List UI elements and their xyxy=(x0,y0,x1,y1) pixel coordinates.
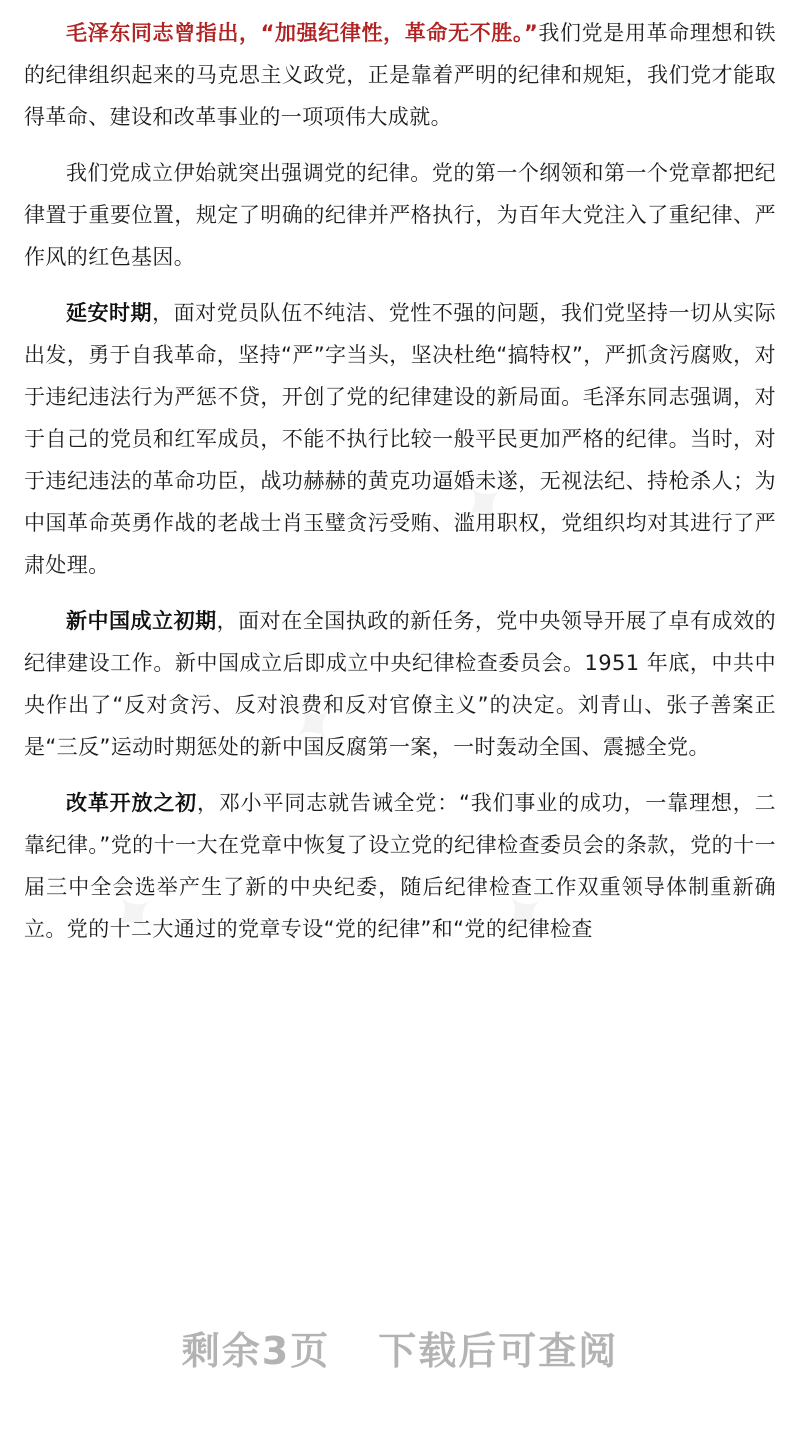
paragraph-3 xyxy=(24,292,776,586)
paragraph-5-lead: 改革开放之初 xyxy=(66,791,198,815)
paragraph-4 xyxy=(24,600,776,768)
paragraph-1-lead: 毛泽东同志曾指出，“加强纪律性，革命无不胜。” xyxy=(66,21,539,45)
paragraph-5-text: ，邓小平同志就告诫全党：“我们事业的成功，一靠理想，二靠纪律。”党的十一大在党章中恢复了设立党的纪律检查委员会的条款，党的十一届三中全会选举产生了新的中央纪委，随后纪律检查工作双重领导体制重新确立。党的十二大通过的党章专设“党的纪律”和“党的纪律检查 xyxy=(24,791,776,941)
download-prompt-banner[interactable] xyxy=(0,1320,800,1375)
paragraph-2 xyxy=(24,152,776,278)
paragraph-2-text: 我们党成立伊始就突出强调党的纪律。党的第一个纲领和第一个党章都把纪律置于重要位置，规定了明确的纪律并严格执行，为百年大党注入了重纪律、严作风的红色基因。 xyxy=(24,161,776,269)
download-to-view-text: 下载后可查阅 xyxy=(378,1329,619,1373)
remaining-pages-text: 剩余3页 xyxy=(181,1329,331,1373)
paragraph-1 xyxy=(24,12,776,138)
paragraph-4-text: ，面对在全国执政的新任务，党中央领导开展了卓有成效的纪律建设工作。新中国成立后即成立中央纪律检查委员会。1951 年底，中共中央作出了“反对贪污、反对浪费和反对官僚主义”的决定。刘青山、张子善案正是“三反”运动时期惩处的新中国反腐第一案，一时轰动全国、震撼全党。 xyxy=(24,609,776,759)
paragraph-4-lead: 新中国成立初期 xyxy=(66,609,217,633)
paragraph-5 xyxy=(24,782,776,950)
paragraph-3-lead: 延安时期 xyxy=(66,301,153,325)
paragraph-3-text: ，面对党员队伍不纯洁、党性不强的问题，我们党坚持一切从实际出发，勇于自我革命，坚持“严”字当头，坚决杜绝“搞特权”，严抓贪污腐败，对于违纪违法行为严惩不贷，开创了党的纪律建设的新局面。毛泽东同志强调，对于自己的党员和红军成员，不能不执行比较一般平民更加严格的纪律。当时，对于违纪违法的革命功臣，战功赫赫的黄克功逼婚未遂，无视法纪、持枪杀人；为中国革命英勇作战的老战士肖玉璧贪污受贿、滥用职权，党组织均对其进行了严肃处理。 xyxy=(24,301,776,577)
article-body xyxy=(24,12,776,964)
paragraph-1-text: 我们党是用革命理想和铁的纪律组织起来的马克思主义政党，正是靠着严明的纪律和规矩，我们党才能取得革命、建设和改革事业的一项项伟大成就。 xyxy=(24,21,776,129)
